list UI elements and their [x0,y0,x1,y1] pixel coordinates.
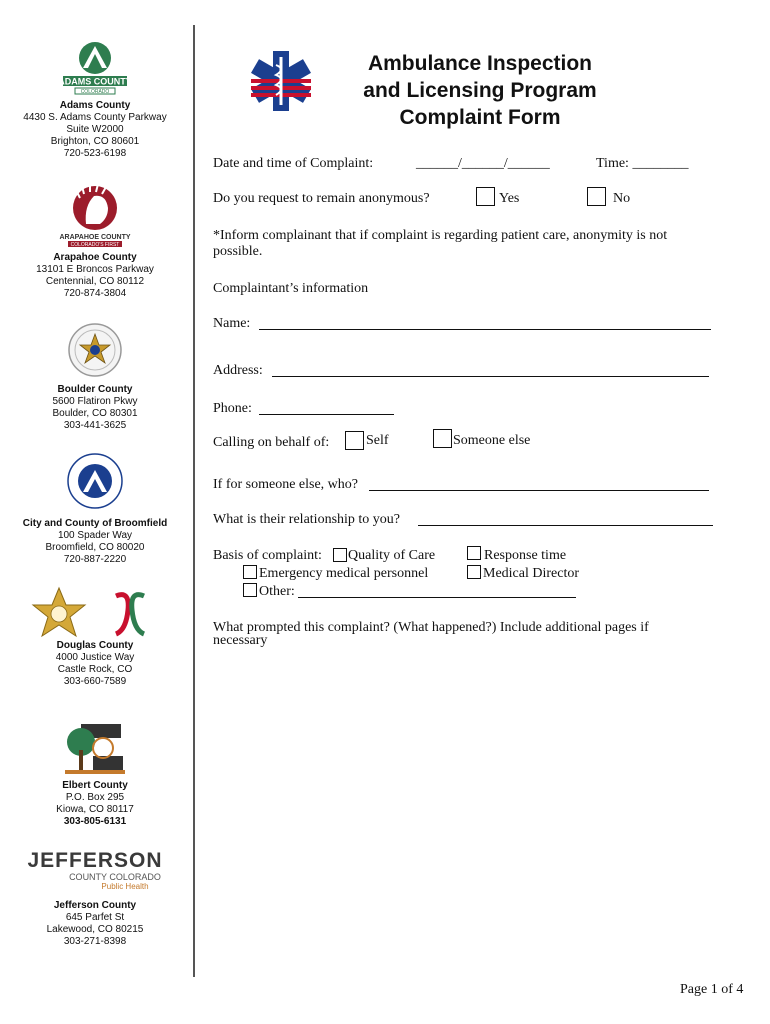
behalf-label: Calling on behalf of: [213,435,330,450]
county-address: Suite W2000 [66,124,124,135]
emergency-personnel-label: Emergency medical personnel [259,566,429,581]
county-address: P.O. Box 295 [65,792,125,803]
no-label: No [613,191,631,206]
county-phone: 303-660-7589 [63,676,127,687]
county-sidebar [0,0,190,1024]
medical-director-label: Medical Director [483,566,580,581]
county-address: 645 Parfet St [65,912,125,923]
svg-text:ADAMS COUNTY: ADAMS COUNTY [58,76,132,87]
date-label: Date and time of Complaint: [213,156,374,171]
basis-label: Basis of complaint: [213,548,322,563]
county-address: Broomfield, CO 80020 [45,542,145,553]
county-name: Jefferson County [53,900,137,911]
relationship-field[interactable] [418,512,713,526]
yes-label: Yes [499,191,520,206]
county-boulder [0,322,190,432]
county-name: Douglas County [56,640,134,651]
inform-note: *Inform complainant that if complaint is regarding patient care, anonymity is not [213,228,668,243]
phone-field[interactable] [259,401,394,415]
county-name: Boulder County [57,384,133,395]
elbert-county-logo [63,720,127,776]
response-time-checkbox[interactable] [467,546,481,560]
self-label: Self [366,433,389,448]
county-address: 4000 Justice Way [55,652,135,663]
jefferson-county-logo: JEFFERSON COUNTY COLORADO Public Health [27,849,163,891]
county-phone: 303-805-6131 [63,816,127,827]
address-field[interactable] [272,363,709,377]
response-time-label: Response time [484,548,567,563]
svg-text:ARAPAHOE COUNTY: ARAPAHOE COUNTY [59,234,131,241]
svg-text:COLORADO'S FIRST: COLORADO'S FIRST [70,242,120,248]
address-label: Address: [213,363,263,378]
other-checkbox[interactable] [243,583,257,597]
county-address: Lakewood, CO 80215 [46,924,144,935]
quality-of-care-label: Quality of Care [348,548,436,563]
county-phone: 303-441-3625 [63,420,127,431]
broomfield-seal [63,452,127,510]
county-address: Boulder, CO 80301 [52,408,138,419]
relationship-label: What is their relationship to you? [213,512,401,527]
county-address: 100 Spader Way [57,530,133,541]
behalf-self-checkbox[interactable] [345,431,364,450]
name-label: Name: [213,316,251,331]
arapahoe-county-logo [50,184,140,248]
douglas-sheriff-star [28,586,90,640]
county-broomfield [0,452,190,566]
county-name: Arapahoe County [53,252,137,263]
county-adams [0,40,190,160]
prompted-label: What prompted this complaint? (What happened?) Include additional pages if [213,620,649,635]
medical-director-checkbox[interactable] [467,565,481,579]
county-address: Castle Rock, CO [57,664,133,675]
county-jefferson [0,850,190,948]
county-address: Brighton, CO 80601 [50,136,140,147]
other-label: Other: [259,584,295,599]
adams-county-logo [55,40,135,96]
quality-of-care-checkbox[interactable] [333,548,347,562]
anonymous-label: Do you request to remain anonymous? [213,191,430,206]
time-field[interactable]: Time: ________ [596,156,689,171]
county-elbert [0,720,190,828]
county-phone: 303-271-8398 [63,936,127,947]
county-name: Adams County [59,100,131,111]
county-phone: 720-874-3804 [63,288,127,299]
page-title: Ambulance Inspection and Licensing Program Complaint Form [363,52,597,129]
county-address: Kiowa, CO 80117 [56,804,134,815]
county-phone: 720-523-6198 [63,148,127,159]
someone-else-label: Someone else [453,433,531,448]
prompted-label-cont: necessary [213,633,268,648]
anonymous-yes-checkbox[interactable] [476,187,495,206]
inform-note-cont: possible. [213,244,263,259]
who-label: If for someone else, who? [213,477,359,492]
svg-text:COLORADO: COLORADO [80,89,110,95]
county-address: 13101 E Broncos Parkway [36,264,154,275]
behalf-someone-else-checkbox[interactable] [433,429,452,448]
date-field[interactable]: ______/______/______ [416,156,550,171]
county-name: City and County of Broomfield [22,518,168,529]
douglas-county-logo [108,590,152,640]
phone-label: Phone: [213,401,252,416]
page-number: Page 1 of 4 [680,982,744,997]
sidebar-divider [193,25,195,977]
anonymous-no-checkbox[interactable] [587,187,606,206]
name-field[interactable] [259,316,711,330]
star-of-life-icon [248,48,314,114]
boulder-sheriff-badge [65,322,125,378]
county-arapahoe [0,184,190,300]
complainant-info-header: Complaintant’s information [213,281,369,296]
county-address: Centennial, CO 80112 [45,276,145,287]
county-address: 4430 S. Adams County Parkway [23,112,167,123]
county-address: 5600 Flatiron Pkwy [52,396,138,407]
county-douglas [0,586,190,688]
county-name: Elbert County [62,780,128,791]
who-field[interactable] [369,477,709,491]
emergency-personnel-checkbox[interactable] [243,565,257,579]
other-field[interactable] [298,584,576,598]
county-phone: 720-887-2220 [63,554,127,565]
